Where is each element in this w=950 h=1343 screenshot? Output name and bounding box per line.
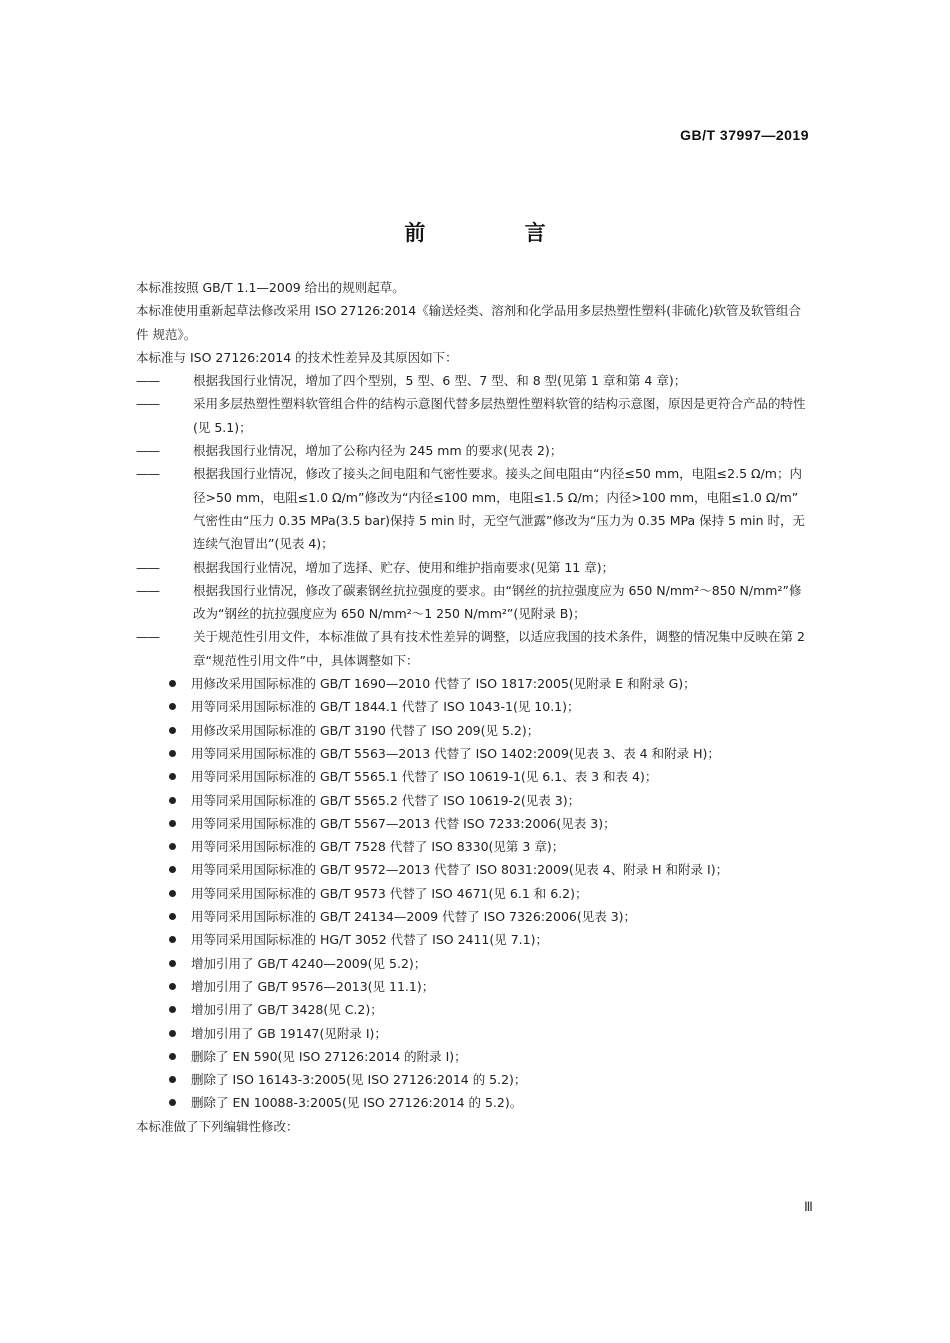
difference-text: 根据我国行业情况，增加了选择、贮存、使用和维护指南要求(见第 11 章)；	[193, 559, 615, 575]
bullet-icon	[169, 843, 176, 850]
list-item	[136, 905, 808, 928]
bullet-icon	[169, 1006, 176, 1013]
list-item	[136, 695, 808, 718]
reference-change-text: 增加引用了 GB 19147(见附录 I)；	[191, 1025, 387, 1041]
reference-change-text: 删除了 EN 10088-3:2005(见 ISO 27126:2014 的 5.2)。	[191, 1095, 523, 1111]
reference-change-text: 用等同采用国际标准的 HG/T 3052 代替了 ISO 2411(见 7.1)；	[191, 932, 548, 948]
dash-marker: ——	[136, 559, 159, 575]
difference-item	[136, 369, 808, 392]
list-item	[136, 882, 808, 905]
standard-code: GB/T 37997—2019	[680, 127, 809, 143]
bullet-icon	[169, 960, 176, 967]
reference-change-text: 用修改采用国际标准的 GB/T 3190 代替了 ISO 209(见 5.2)；	[191, 722, 540, 738]
bullet-icon	[169, 703, 176, 710]
list-item	[136, 742, 808, 765]
bullet-icon	[169, 890, 176, 897]
dash-marker: ——	[136, 396, 159, 412]
difference-item	[136, 579, 808, 626]
list-item	[136, 1022, 808, 1045]
reference-change-text: 用等同采用国际标准的 GB/T 5563—2013 代替了 ISO 1402:2009(见表 3、表 4 和附录 H)；	[191, 745, 720, 761]
difference-text: 关于规范性引用文件，本标准做了具有技术性差异的调整，以适应我国的技术条件，调整的情况集中反映在第 2 章“规范性引用文件”中，具体调整如下：	[193, 629, 805, 668]
bullet-icon	[169, 773, 176, 780]
dash-marker: ——	[136, 629, 159, 645]
list-item	[136, 672, 808, 695]
reference-change-text: 增加引用了 GB/T 9576—2013(见 11.1)；	[191, 978, 435, 994]
reference-change-text: 用修改采用国际标准的 GB/T 1690—2010 代替了 ISO 1817:2005(见附录 E 和附录 G)；	[191, 676, 696, 692]
bullet-icon	[169, 1076, 176, 1083]
list-item	[136, 975, 808, 998]
reference-change-text: 增加引用了 GB/T 3428(见 C.2)；	[191, 1002, 383, 1018]
bullet-icon	[169, 1099, 176, 1106]
paragraph-differences-intro: 本标准与 ISO 27126:2014 的技术性差异及其原因如下：	[136, 349, 458, 365]
bullet-icon	[169, 983, 176, 990]
page-number: Ⅲ	[804, 1199, 813, 1214]
foreword-body	[136, 276, 808, 1138]
dash-marker: ——	[136, 373, 159, 389]
bullet-icon	[169, 1030, 176, 1037]
bullet-icon	[169, 680, 176, 687]
list-item	[136, 1091, 808, 1114]
list-item	[136, 812, 808, 835]
reference-change-text: 用等同采用国际标准的 GB/T 7528 代替了 ISO 8330(见第 3 章)；	[191, 839, 565, 855]
page-title: 前 言	[404, 221, 592, 246]
dash-marker: ——	[136, 443, 159, 459]
difference-item	[136, 392, 808, 439]
bullet-icon	[169, 913, 176, 920]
list-item	[136, 1045, 808, 1068]
bullet-icon	[169, 820, 176, 827]
list-item	[136, 928, 808, 951]
paragraph-drafting-rules: 本标准按照 GB/T 1.1—2009 给出的规则起草。	[136, 280, 405, 295]
bullet-icon	[169, 866, 176, 873]
difference-item	[136, 462, 808, 555]
dash-marker: ——	[136, 466, 159, 482]
reference-change-text: 删除了 EN 590(见 ISO 27126:2014 的附录 I)；	[191, 1048, 467, 1064]
difference-item	[136, 625, 808, 672]
reference-change-text: 用等同采用国际标准的 GB/T 24134—2009 代替了 ISO 7326:2006(见表 3)；	[191, 909, 637, 925]
difference-text: 采用多层热塑性塑料软管组合件的结构示意图代替多层热塑性塑料软管的结构示意图，原因是更符合产品的特性(见 5.1)；	[193, 396, 806, 435]
reference-change-text: 用等同采用国际标准的 GB/T 9573 代替了 ISO 4671(见 6.1 和 6.2)；	[191, 885, 588, 901]
list-item	[136, 998, 808, 1021]
difference-item	[136, 439, 808, 462]
reference-change-text: 用等同采用国际标准的 GB/T 5567—2013 代替 ISO 7233:2006(见表 3)；	[191, 815, 616, 831]
list-item	[136, 952, 808, 975]
difference-text: 根据我国行业情况，修改了碳素钢丝抗拉强度的要求。由“钢丝的抗拉强度应为 650 N/mm²～850 N/mm²”修改为“钢丝的抗拉强度应为 650 N/mm²～1 250 N/mm²”(见附录 B)；	[193, 582, 802, 622]
reference-change-text: 增加引用了 GB/T 4240—2009(见 5.2)；	[191, 955, 427, 971]
reference-change-text: 用等同采用国际标准的 GB/T 5565.1 代替了 ISO 10619-1(见 6.1、表 3 和表 4)；	[191, 769, 658, 785]
list-item	[136, 835, 808, 858]
bullet-icon	[169, 1053, 176, 1060]
bullet-icon	[169, 797, 176, 804]
paragraph-editorial-changes: 本标准做了下列编辑性修改：	[136, 1118, 299, 1134]
bullet-icon	[169, 727, 176, 734]
reference-change-text: 删除了 ISO 16143-3:2005(见 ISO 27126:2014 的 5.2)；	[191, 1072, 527, 1088]
difference-text: 根据我国行业情况，增加了四个型别，5 型、6 型、7 型、和 8 型(见第 1 章和第 4 章)；	[193, 373, 687, 389]
differences-list	[136, 369, 808, 672]
reference-change-text: 用等同采用国际标准的 GB/T 5565.2 代替了 ISO 10619-2(见表 3)；	[191, 792, 581, 808]
difference-text: 根据我国行业情况，修改了接头之间电阻和气密性要求。接头之间电阻由“内径≤50 mm，电阻≤2.5 Ω/m；内径>50 mm，电阻≤1.0 Ω/m”修改为“内径≤100 mm，电阻≤1.5 Ω/m；内径>100 mm，电阻≤1.0 Ω/m” 气密性由“压力 0.35 MPa(3.5 bar)保持 5 min 时，无空气泄露”修改为“压力为 0.35 MPa 保持 5 min 时，无连续气泡冒出”(见表 4)；	[193, 466, 806, 552]
list-item	[136, 765, 808, 788]
paragraph-adoption: 本标准使用重新起草法修改采用 ISO 27126:2014《输送烃类、溶剂和化学品用多层热塑性塑料(非硫化)软管及软管组合件 规范》。	[136, 303, 801, 342]
reference-change-text: 用等同采用国际标准的 GB/T 9572—2013 代替了 ISO 8031:2009(见表 4、附录 H 和附录 I)；	[191, 862, 729, 878]
difference-item	[136, 556, 808, 579]
difference-text: 根据我国行业情况，增加了公称内径为 245 mm 的要求(见表 2)；	[193, 443, 563, 459]
list-item	[136, 719, 808, 742]
bullet-icon	[169, 750, 176, 757]
list-item	[136, 858, 808, 881]
dash-marker: ——	[136, 582, 159, 598]
reference-changes-list	[136, 672, 808, 1115]
reference-change-text: 用等同采用国际标准的 GB/T 1844.1 代替了 ISO 1043-1(见 10.1)；	[191, 699, 580, 715]
bullet-icon	[169, 936, 176, 943]
list-item	[136, 789, 808, 812]
list-item	[136, 1068, 808, 1091]
